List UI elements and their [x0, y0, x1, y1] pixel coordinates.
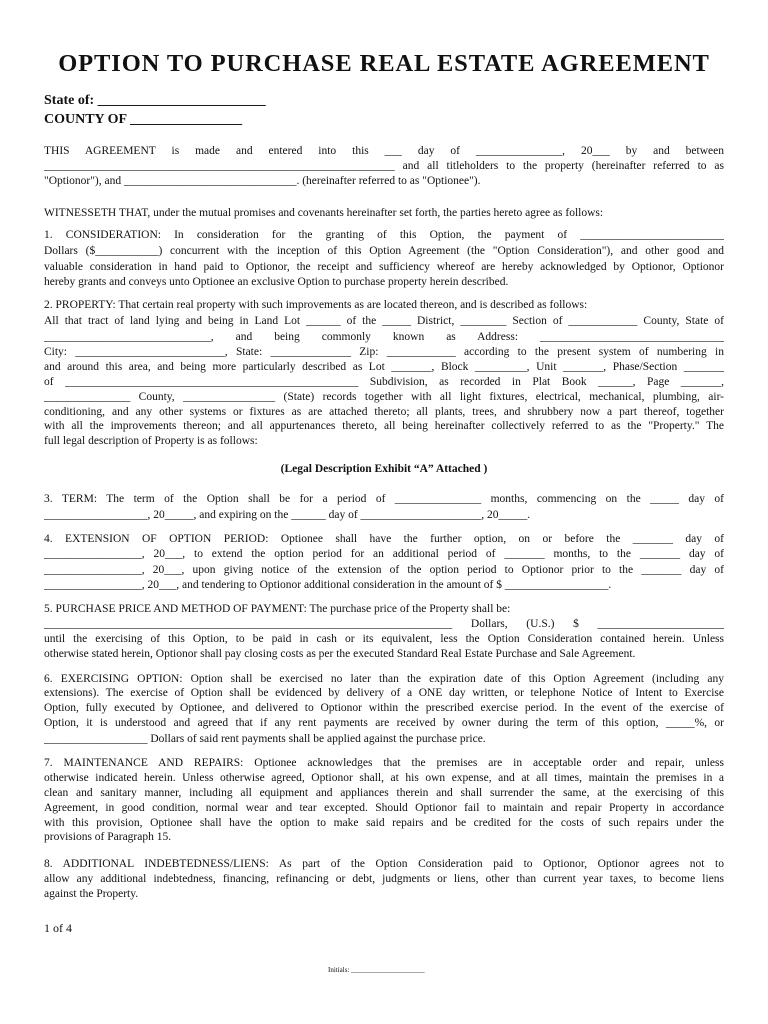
- text-line: full legal description of Property is as follows:: [44, 435, 258, 447]
- text-line: 6. EXERCISING OPTION: Option shall be exercised no later than the expiration date of this Option Agreement (including any: [44, 673, 724, 685]
- page-number: 1 of 4: [44, 921, 72, 935]
- text-line: All that tract of land lying and being in Land Lot ______ of the _____ District, ________ Section of ____________ County, State of: [44, 315, 724, 327]
- text-line: 3. TERM: The term of the Option shall be for a period of _______________ months, commencing on the _____ day of: [44, 493, 724, 505]
- text-line: 8. ADDITIONAL INDEBTEDNESS/LIENS: As part of the Option Consideration paid to Optionor, Optionor agrees not to: [44, 858, 724, 870]
- text-line: 5. PURCHASE PRICE AND METHOD OF PAYMENT: The purchase price of the Property shall be:: [44, 603, 511, 615]
- text-line: _________________, 20___, upon giving notice of the extension of the option period to Optionor prior to the _______ day of: [44, 564, 724, 576]
- text-line: 4. EXTENSION OF OPTION PERIOD: Optionee shall have the further option, on or before the _______ day of: [44, 533, 724, 545]
- text-line: _________________, 20___, to extend the option period for an additional period of _______ months, to the _______ day of: [44, 548, 724, 560]
- text-line: Dollars ($___________) concurrent with the inception of this Option Agreement (the "Option Consideration"), and other good and: [44, 245, 724, 257]
- text-line: otherwise stated herein, Optionor shall pay closing costs as per the executed Standard Real Estate Purchase and Sale Agreement.: [44, 648, 636, 660]
- legal-description-exhibit: (Legal Description Exhibit “A” Attached ): [280, 463, 488, 475]
- county-of-line: COUNTY OF ________________: [44, 112, 243, 127]
- initials-line: Initials: _____________________: [328, 966, 425, 974]
- witnesseth-line: WITNESSETH THAT, under the mutual promises and covenants hereinafter set forth, the parties hereto agree as follows:: [44, 207, 604, 219]
- text-line: City: __________________________, State: ______________ Zip: ____________ according to the present system of numbering in: [44, 346, 724, 358]
- text-line: 7. MAINTENANCE AND REPAIRS: Optionee acknowledges that the premises are in acceptable order and repair, unless: [44, 757, 724, 769]
- text-line: _____________________________________________________________ and all titleholders to the property (hereinafter referred to as: [44, 160, 724, 172]
- text-line: Agreement, in good condition, normal wear and tear excepted. Should Optionor fail to maintain and repair Property in accordance: [44, 802, 724, 814]
- text-line: conditioning, and any other systems or fixtures as are attached thereto; all plants, trees, and shrubbery now a part thereof, together: [44, 406, 724, 418]
- text-line: "Optionor"), and ______________________________. (hereinafter referred to as "Optionee").: [44, 175, 481, 187]
- text-line: Option, it is understood and agreed that if any rent payments are received by owner during the term of this option, _____%, or: [44, 717, 724, 729]
- text-line: clean and sanitary manner, including all equipment and appliances therein and shall surrender the same, at the exercising of this: [44, 787, 724, 799]
- text-line: _________________, 20___, and tendering to Optionor additional consideration in the amount of $ __________________.: [44, 579, 612, 591]
- text-line: against the Property.: [44, 888, 139, 900]
- document-title: OPTION TO PURCHASE REAL ESTATE AGREEMENT: [58, 50, 710, 77]
- text-line: allow any additional indebtedness, financing, refinancing or debt, judgments or liens, other than current year taxes, to become liens: [44, 873, 724, 885]
- document-page: [44, 0, 724, 1024]
- text-line: extensions). The exercise of Option shall be evidenced by delivery of a ONE day written, or telephone Notice of Intent to Exercise: [44, 687, 724, 699]
- text-line: Option, fully executed by Optionee, and delivered to Optionor within the prescribed exercise period. In the event of the exercise of: [44, 702, 724, 714]
- text-line: __________________, 20_____, and expiring on the ______ day of _____________________, 20_____.: [44, 509, 531, 521]
- text-line: otherwise indicated herein. Unless otherwise agreed, Optionor shall, at his own expense, and at all times, maintain the premises in a: [44, 772, 724, 784]
- text-line: valuable consideration in hand paid to Optionor, the receipt and sufficiency whereof are hereby acknowledged by Optionor, Optionor: [44, 261, 724, 273]
- text-line: provisions of Paragraph 15.: [44, 831, 172, 843]
- text-line: 1. CONSIDERATION: In consideration for the granting of this Option, the payment of _________________________: [44, 229, 724, 241]
- text-line: _______________________________________________________________________ Dollars, (U.S.) $ ______________________: [44, 618, 724, 630]
- text-line: _______________ County, ________________ (State) records together with all light fixtures, electrical, mechanical, plumbing, air-: [44, 391, 724, 403]
- text-line: THIS AGREEMENT is made and entered into this ___ day of _______________, 20___ by and between: [44, 145, 724, 157]
- text-line: and around this area, and being more particularly described as Lot _______, Block _________, Unit _______, Phase/Section _______: [44, 361, 724, 373]
- text-line: until the exercising of this Option, to be paid in cash or its equivalent, less the Option Consideration contained herein. Unless: [44, 633, 724, 645]
- state-of-line: State of: ________________________: [44, 93, 266, 108]
- text-line: of ___________________________________________________ Subdivision, as recorded in Plat Book ______, Page _______,: [44, 376, 724, 388]
- text-line: with all the improvements thereon; and all appurtenances thereto, all being hereinafter collectively referred to as the "Property." The: [44, 420, 724, 432]
- text-line: with this provision, Optionee shall have the option to make said repairs and be credited for the costs of such repairs under the: [44, 817, 724, 829]
- text-line: _____________________________, and being commonly known as Address: ________________________________: [44, 331, 724, 343]
- text-line: __________________ Dollars of said rent payments shall be applied against the purchase price.: [44, 733, 486, 745]
- text-line: hereby grants and conveys unto Optionee an exclusive Option to purchase property herein described.: [44, 276, 509, 288]
- text-line: 2. PROPERTY: That certain real property with such improvements as are located thereon, and is described as follows:: [44, 299, 588, 311]
